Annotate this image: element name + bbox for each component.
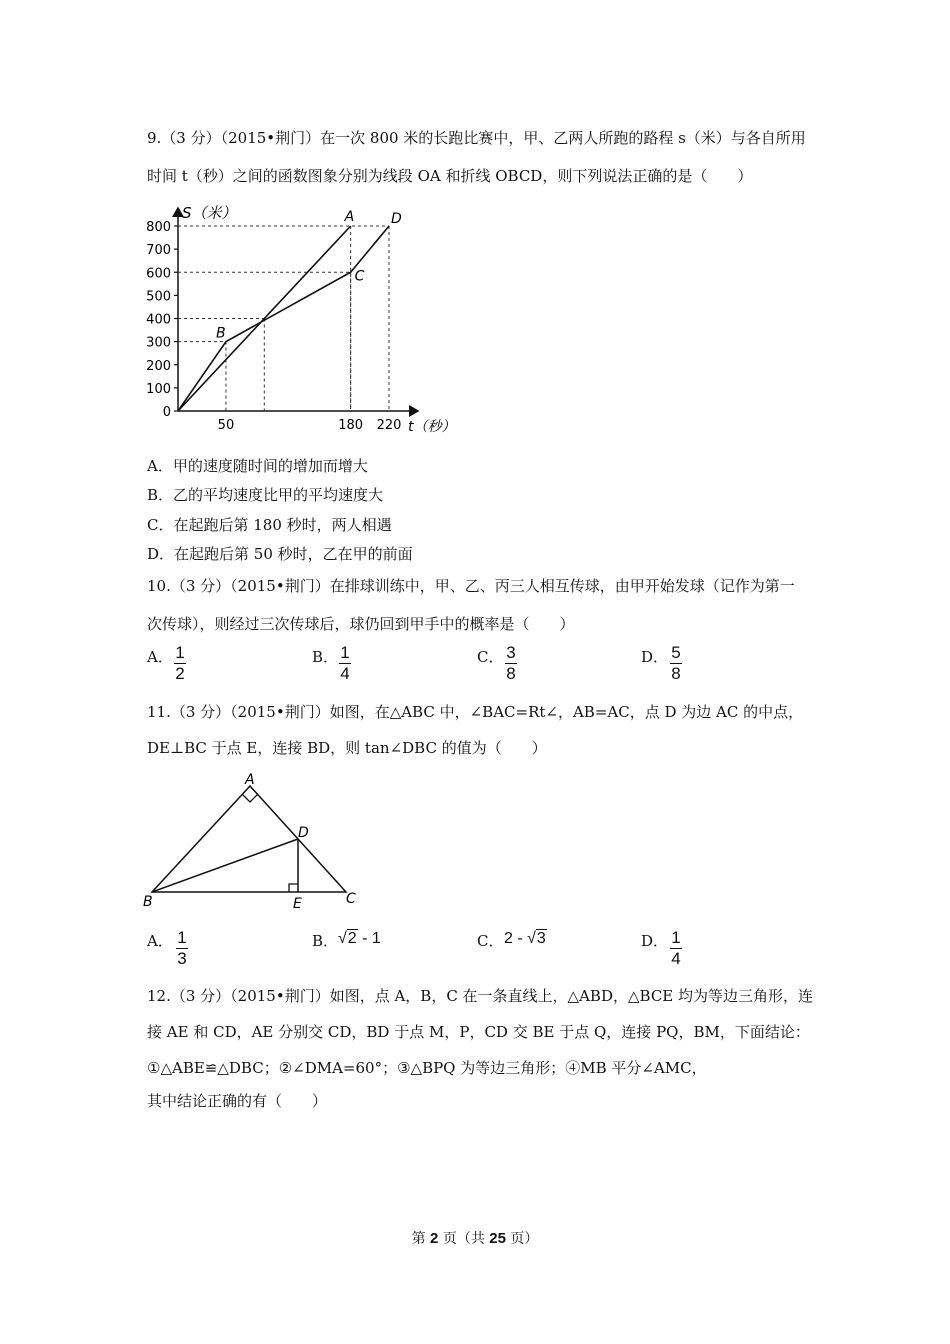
radicand: 2 — [347, 930, 357, 947]
numerator: 5 — [671, 643, 681, 662]
x-tick-label: 220 — [376, 418, 402, 433]
q11-option-b-expression: √2 - 1 — [338, 930, 381, 947]
q9-graph — [140, 198, 460, 443]
q11-option-a-letter: A． — [147, 932, 173, 950]
denominator: 2 — [175, 664, 185, 683]
y-tick-label: 800 — [146, 220, 171, 235]
q10-stem-line1: 10.（3 分）（2015•荆门）在排球训练中，甲、乙、丙三人相互传球，由甲开始发球（记作为第一 — [147, 577, 795, 595]
q11-option-b-letter: B． — [312, 932, 339, 950]
y-tick-label: 100 — [146, 381, 171, 397]
x-axis-label: t（秒） — [408, 419, 456, 435]
page-number: 2 — [430, 1230, 439, 1247]
segment-bd — [152, 839, 298, 892]
q9-option-b: B．乙的平均速度比甲的平均速度大 — [147, 486, 384, 504]
point-label-b: B — [215, 325, 226, 342]
q10-stem-line2: 次传球），则经过三次传球后，球仍回到甲手中的概率是（ ） — [147, 615, 575, 633]
q10-option-c-fraction — [505, 644, 517, 683]
q11-option-d-fraction — [670, 929, 682, 968]
y-tick-label: 400 — [146, 312, 171, 328]
numerator: 1 — [175, 643, 185, 662]
label-b: B — [143, 894, 153, 910]
y-axis-label: S（米） — [182, 204, 237, 222]
radicand: 3 — [536, 930, 546, 947]
q9-option-a: A．甲的速度随时间的增加而增大 — [147, 457, 368, 475]
denominator: 3 — [177, 949, 187, 968]
denominator: 8 — [671, 664, 681, 683]
numerator: 1 — [340, 643, 350, 662]
numerator: 1 — [671, 928, 681, 947]
q10-option-b-fraction — [339, 644, 351, 683]
y-tick-label: 600 — [146, 266, 171, 282]
x-tick-label: 180 — [338, 418, 364, 433]
q10-option-d-fraction — [670, 644, 682, 683]
right-angle-mark-a — [242, 794, 258, 802]
y-tick-label: 0 — [162, 405, 171, 420]
denominator: 4 — [671, 949, 681, 968]
q11-triangle-figure — [140, 772, 365, 912]
label-d: D — [298, 825, 309, 841]
label-e: E — [293, 896, 302, 912]
page-footer: 第 2 页（共 25 页） — [411, 1230, 539, 1247]
right-angle-mark-e — [289, 884, 298, 892]
q10-option-c-letter: C． — [477, 648, 504, 666]
numerator: 1 — [177, 928, 187, 947]
label-a: A — [245, 772, 255, 788]
q9-option-d: D．在起跑后第 50 秒时，乙在甲的前面 — [147, 545, 413, 563]
q11-option-d-letter: D． — [641, 932, 669, 950]
q11-stem-line1: 11.（3 分）（2015•荆门）如图，在△ABC 中，∠BAC=Rt∠，AB=AC，点 D 为边 AC 的中点， — [147, 703, 804, 721]
q9-stem-line1: 9.（3 分）（2015•荆门）在一次 800 米的长跑比赛中，甲、乙两人所跑的路程 s（米）与各自所用 — [147, 129, 806, 147]
q10-option-a-letter: A． — [147, 648, 173, 666]
point-label-c: C — [354, 268, 365, 285]
q11-stem-line2: DE⊥BC 于点 E，连接 BD，则 tan∠DBC 的值为（ ） — [147, 739, 547, 757]
y-tick-label: 200 — [146, 358, 171, 374]
y-tick-label: 500 — [146, 289, 171, 305]
q11-option-a-fraction — [176, 929, 188, 968]
q11-option-c-letter: C． — [477, 932, 504, 950]
q12-stem-line1: 12.（3 分）（2015•荆门）如图，点 A，B，C 在一条直线上，△ABD，△BCE 均为等边三角形，连 — [147, 987, 814, 1005]
y-tick-label: 700 — [146, 243, 171, 259]
q11-option-c-expression: 2 - √3 — [504, 930, 546, 947]
q10-option-a-fraction — [174, 644, 186, 683]
point-label-d: D — [391, 211, 402, 227]
label-c: C — [346, 891, 356, 907]
q12-stem-line4: 其中结论正确的有（ ） — [147, 1092, 328, 1110]
expression-rest: - 1 — [357, 930, 381, 947]
point-label-a: A — [344, 209, 355, 225]
page-total: 25 — [489, 1230, 506, 1247]
q10-option-d-letter: D． — [641, 648, 669, 666]
denominator: 8 — [506, 664, 516, 683]
denominator: 4 — [340, 664, 350, 683]
q12-stem-line2: 接 AE 和 CD，AE 分别交 CD，BD 于点 M，P，CD 交 BE 于点 Q，连接 PQ，BM，下面结论： — [147, 1023, 810, 1041]
q9-stem-line2: 时间 t（秒）之间的函数图象分别为线段 OA 和折线 OBCD，则下列说法正确的是（ ） — [147, 167, 753, 185]
q12-stem-line3: ①△ABE≌△DBC；②∠DMA=60°；③△BPQ 为等边三角形；④MB 平分∠AMC， — [147, 1059, 707, 1077]
x-tick-label: 50 — [217, 418, 235, 433]
y-tick-label: 300 — [146, 335, 171, 351]
expression-prefix: 2 - — [504, 930, 528, 947]
q9-option-c: C．在起跑后第 180 秒时，两人相遇 — [147, 516, 392, 534]
q10-option-b-letter: B． — [312, 648, 339, 666]
numerator: 3 — [506, 643, 516, 662]
